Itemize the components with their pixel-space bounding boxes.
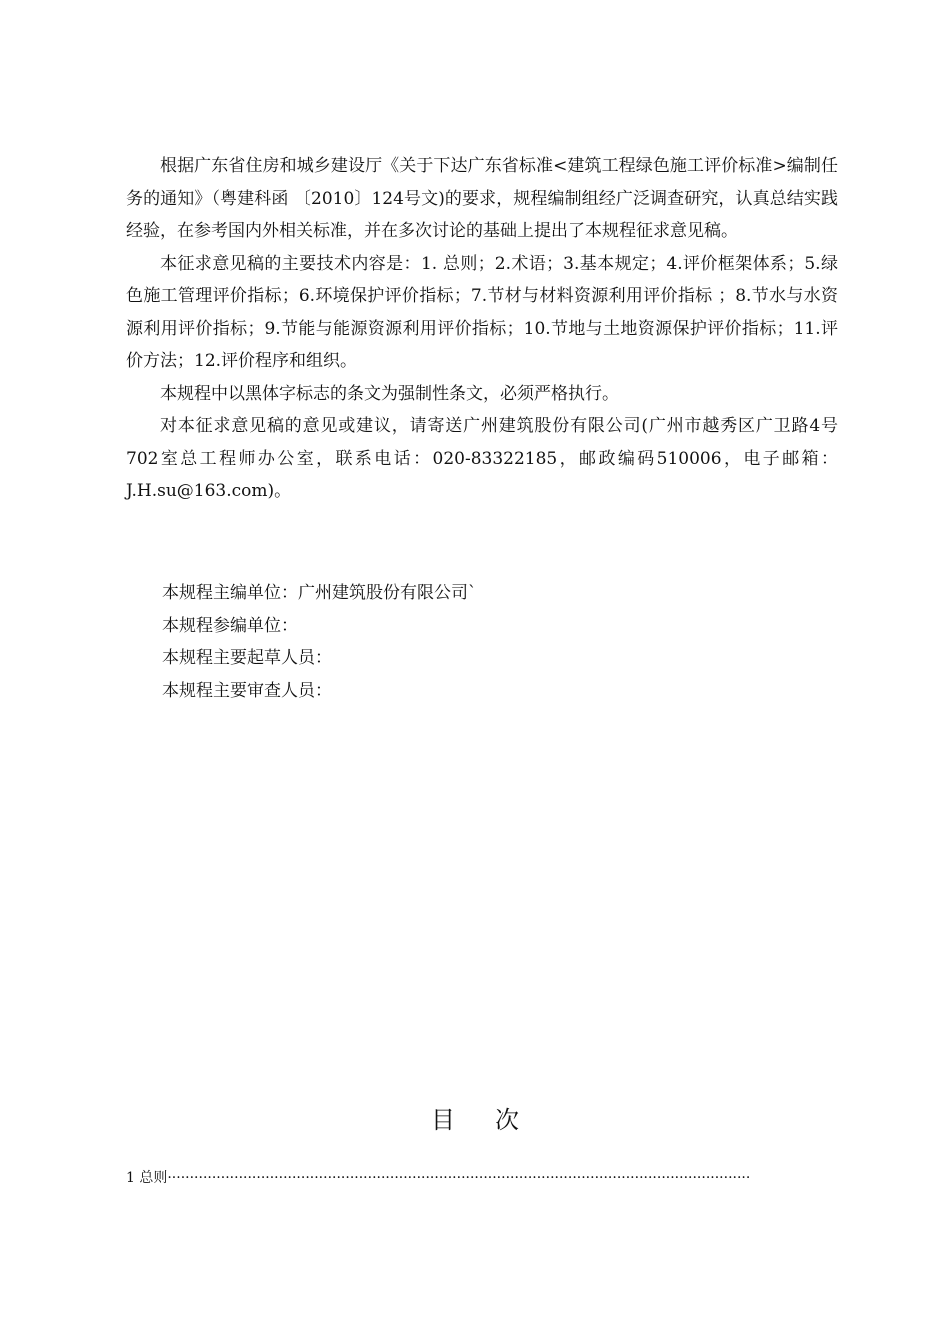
toc-entry-label: 1 总则 xyxy=(126,1170,168,1186)
preface-paragraph-4: 对本征求意见稿的意见或建议，请寄送广州建筑股份有限公司(广州市越秀区广卫路4号702室总工程师办公室，联系电话：020-83322185，邮政编码510006，电子邮箱：J.H.su@163.com)。 xyxy=(126,416,838,501)
preface-paragraph-3: 本规程中以黑体字标志的条文为强制性条文，必须严格执行。 xyxy=(160,383,619,404)
reviewers-line: 本规程主要审查人员： xyxy=(162,680,332,701)
credits-section xyxy=(162,577,477,707)
drafters-line: 本规程主要起草人员： xyxy=(162,648,332,668)
preface-paragraph-1: 根据广东省住房和城乡建设厅《关于下达广东省标准<建筑工程绿色施工评价标准>编制任务的通知》（粤建科函 〔2010〕124号文)的要求，规程编制组经广泛调查研究，认真总结实践经验，在参考国内外相关标准，并在多次讨论的基础上提出了本规程征求意见稿。 xyxy=(126,156,838,241)
toc-title: 目次 xyxy=(431,1106,559,1134)
toc-entry-leader: ··································································································································· xyxy=(167,1170,751,1186)
preface-section xyxy=(126,150,838,508)
preface-paragraph-2: 本征求意见稿的主要技术内容是：1. 总则；2.术语；3.基本规定；4.评价框架体系；5.绿色施工管理评价指标；6.环境保护评价指标；7.节材与材料资源利用评价指标 ；8.节水与水资源利用评价指标；9.节能与能源资源利用评价指标；10.节地与土地资源保护评价指标；11.评价方法；12.评价程序和组织。 xyxy=(126,253,838,371)
chief-editor-line: 本规程主编单位：广州建筑股份有限公司` xyxy=(162,583,477,603)
participants-line: 本规程参编单位： xyxy=(162,615,298,636)
toc-entry[interactable] xyxy=(126,1166,834,1190)
